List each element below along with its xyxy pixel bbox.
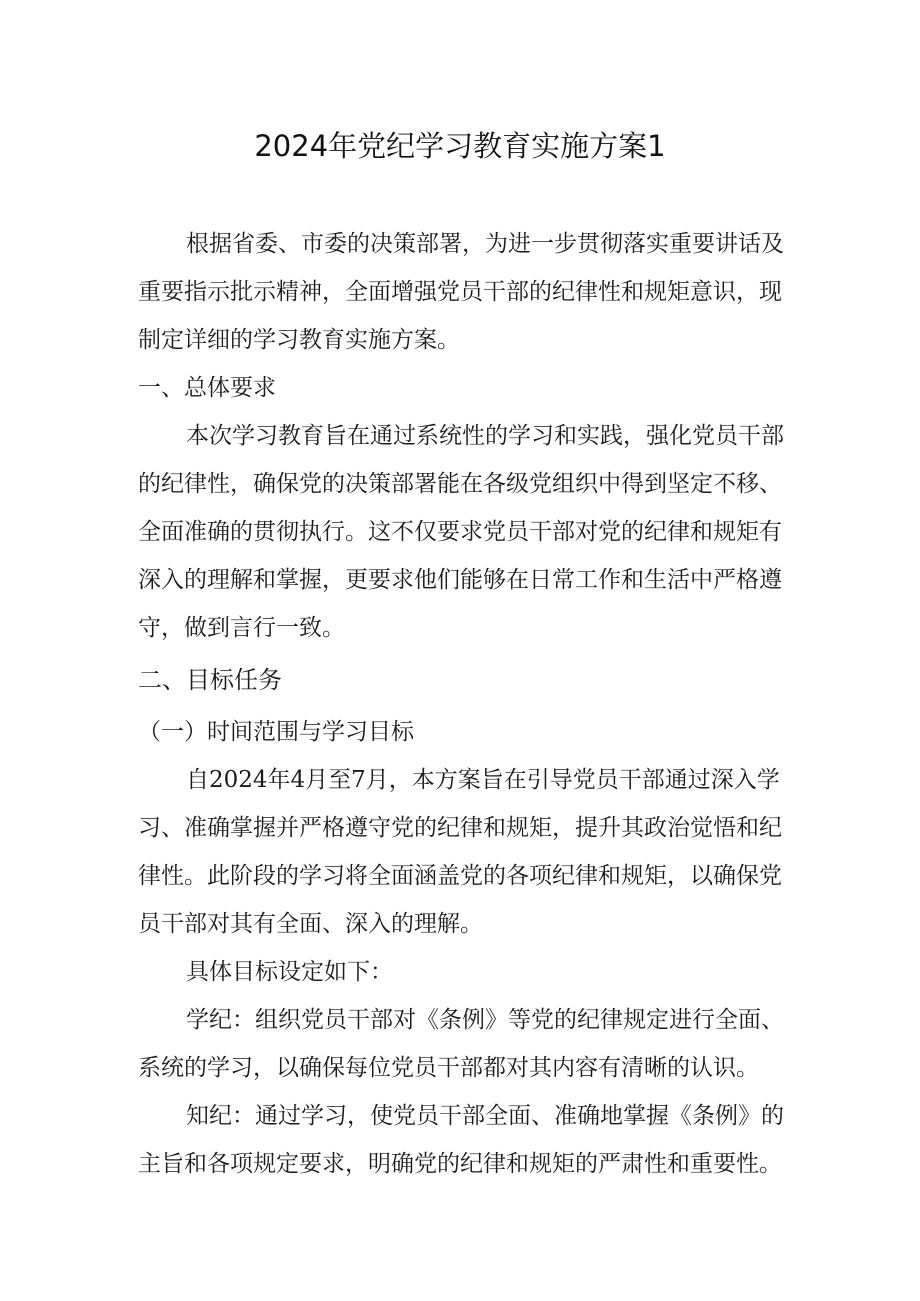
section-heading-goals-tasks: 二、目标任务 [138,666,282,694]
goals-intro-paragraph: 具体目标设定如下： [186,959,393,985]
document-body [138,220,798,1188]
goal-paragraph-zhiji: 知纪：通过学习，使党员干部全面、准确地掌握《条例》的主旨和各项规定要求，明确党的纪律和规矩的严肃性和重要性。 [138,1103,784,1177]
document-title: 2024年党纪学习教育实施方案1 [254,129,666,163]
section-heading-general-requirements: 一、总体要求 [138,375,276,401]
intro-paragraph: 根据省委、市委的决策部署，为进一步贯彻落实重要讲话及重要指示批示精神，全面增强党员干部的纪律性和规矩意识，现制定详细的学习教育实施方案。 [138,231,784,353]
goal-paragraph-xueji: 学纪：组织党员干部对《条例》等党的纪律规定进行全面、系统的学习，以确保每位党员干部都对其内容有清晰的认识。 [138,1007,784,1081]
subsection-heading-time-scope: （一）时间范围与学习目标 [138,719,414,745]
subsection-paragraph-time-scope: 自2024年4月至7月，本方案旨在引导党员干部通过深入学习、准确掌握并严格遵守党的纪律和规矩，提升其政治觉悟和纪律性。此阶段的学习将全面涵盖党的各项纪律和规矩，以确保党员干部对其有全面、深入的理解。 [138,767,782,937]
section-paragraph-general-requirements: 本次学习教育旨在通过系统性的学习和实践，强化党员干部的纪律性，确保党的决策部署能在各级党组织中得到坚定不移、全面准确的贯彻执行。这不仅要求党员干部对党的纪律和规矩有深入的理解和掌握，更要求他们能够在日常工作和生活中严格遵守，做到言行一致。 [138,423,784,641]
